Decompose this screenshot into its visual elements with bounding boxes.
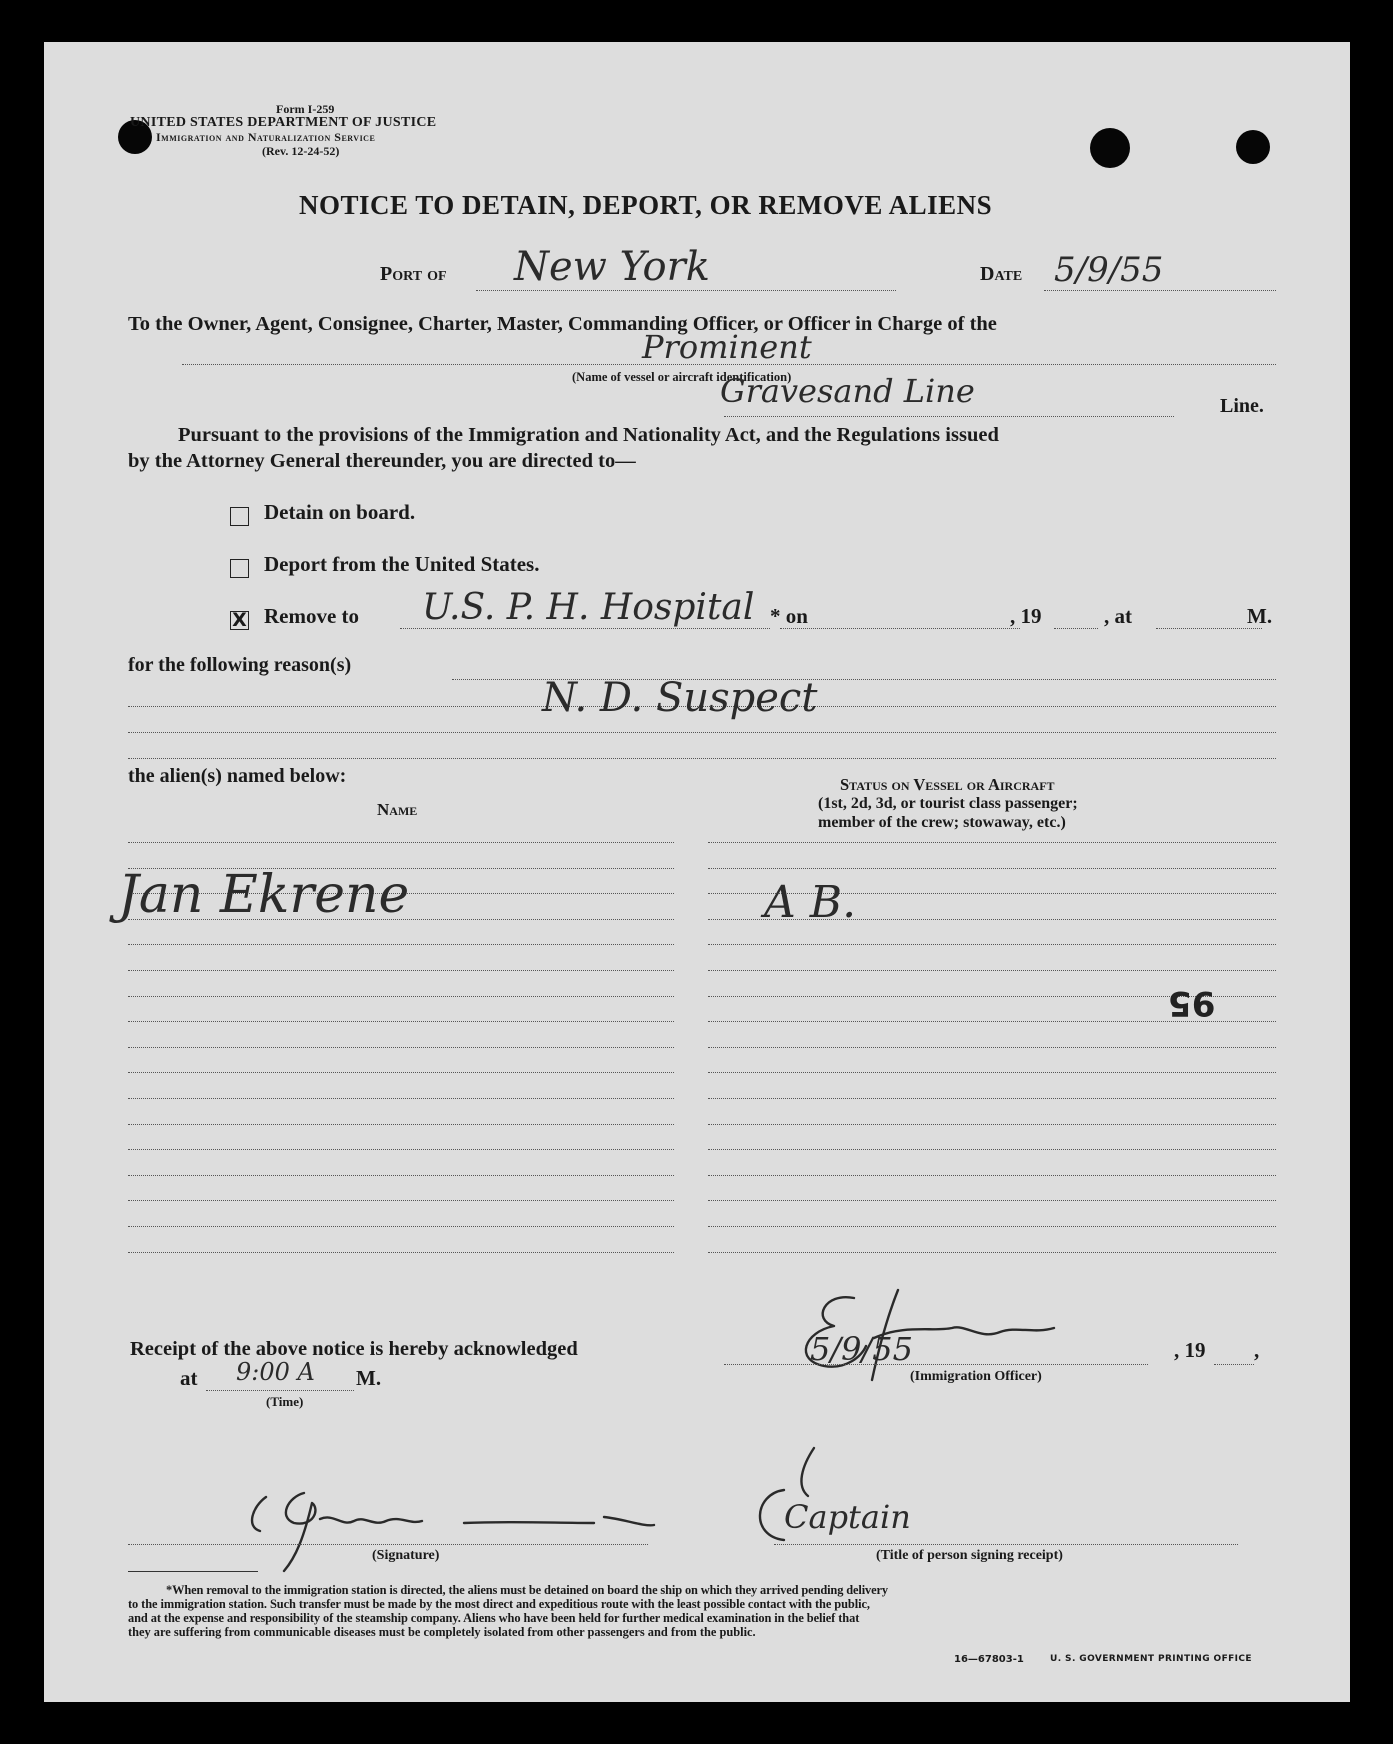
- addressee-text: To the Owner, Agent, Consignee, Charter, Master, Commanding Officer, or Officer in Charge of the: [128, 313, 997, 335]
- reason-value[interactable]: N. D. Suspect: [542, 675, 818, 721]
- footnote-line-3: and at the expense and responsibility of the steamship company. Aliens who have been held for further medical examination in the belief that: [128, 1611, 860, 1625]
- title-caption: (Title of person signing receipt): [876, 1548, 1063, 1563]
- status-row-line: [708, 1226, 1276, 1227]
- status-row-line: [708, 1072, 1276, 1073]
- remove-checkbox[interactable]: X: [230, 611, 249, 630]
- name-row-line: [128, 1200, 674, 1201]
- name-row-line: [128, 842, 674, 843]
- name-row-line: [128, 1047, 674, 1048]
- remove-label: Remove to: [264, 604, 360, 628]
- status-row-line: [708, 1098, 1276, 1099]
- receipt-time-line: [206, 1390, 354, 1391]
- aliens-intro: the alien(s) named below:: [128, 765, 347, 787]
- deport-checkbox[interactable]: [230, 559, 249, 578]
- document-title: NOTICE TO DETAIN, DEPORT, OR REMOVE ALIENS: [299, 190, 993, 220]
- receipt-date-value[interactable]: 5/9/55: [810, 1330, 913, 1368]
- receipt-year-line: [1214, 1364, 1254, 1365]
- status-row-line: [708, 1149, 1276, 1150]
- vessel-value[interactable]: Prominent: [642, 328, 812, 366]
- remove-destination-line: [400, 628, 770, 629]
- reason-line-3: [128, 732, 1276, 733]
- status-row-line: [708, 868, 1276, 869]
- receipt-year-suffix: ,: [1254, 1338, 1260, 1362]
- name-row-line: [128, 1098, 674, 1099]
- remove-year-label: , 19: [1010, 604, 1042, 628]
- status-column-sub1: (1st, 2d, 3d, or tourist class passenger;: [818, 795, 1078, 812]
- status-row-line: [708, 1200, 1276, 1201]
- form-revision: (Rev. 12-24-52): [262, 144, 340, 158]
- remove-on-label: * on: [770, 604, 808, 628]
- printer-code: 16—67803-1: [954, 1654, 1024, 1665]
- footnote-line-2: to the immigration station. Such transfer must be made by the most direct and expeditious route with the least possible contact with the public,: [128, 1597, 870, 1611]
- name-row-line: [128, 996, 674, 997]
- receipt-time-value[interactable]: 9:00 A: [236, 1358, 315, 1386]
- port-label: Port of: [380, 263, 447, 285]
- status-column-sub2: member of the crew; stowaway, etc.): [818, 814, 1066, 831]
- name-row-line: [128, 1226, 674, 1227]
- receipt-date-line: [724, 1364, 1148, 1365]
- reason-line-4: [128, 758, 1276, 759]
- footnote-line-4: they are suffering from communicable diseases must be completely isolated from other passengers and from the public.: [128, 1625, 756, 1639]
- officer-caption: (Immigration Officer): [910, 1369, 1042, 1384]
- alien-name[interactable]: Jan Ekrene: [118, 865, 410, 925]
- status-row-line: [708, 1047, 1276, 1048]
- port-field-line: [476, 290, 896, 291]
- date-label: Date: [980, 263, 1023, 285]
- form-number: Form I-259: [276, 102, 335, 116]
- status-column-header: Status on Vessel or Aircraft: [840, 775, 1055, 794]
- reason-label: for the following reason(s): [128, 654, 352, 676]
- title-line: [774, 1544, 1238, 1545]
- name-row-line: [128, 1175, 674, 1176]
- remove-m-label: M.: [1247, 604, 1273, 628]
- stamp-number: 95: [1168, 983, 1216, 1023]
- detain-checkbox[interactable]: [230, 507, 249, 526]
- name-row-line: [128, 1124, 674, 1125]
- name-row-line: [128, 1021, 674, 1022]
- line-label: Line.: [1220, 395, 1264, 417]
- agency-service: Immigration and Naturalization Service: [156, 130, 376, 144]
- name-row-line: [128, 1252, 674, 1253]
- receipt-text: Receipt of the above notice is hereby acknowledged: [130, 1338, 578, 1360]
- remove-year-line: [1054, 628, 1098, 629]
- port-value[interactable]: New York: [514, 244, 710, 290]
- line-field-line: [724, 416, 1174, 417]
- time-caption: (Time): [266, 1394, 304, 1409]
- remove-at-label: , at: [1104, 604, 1132, 628]
- footnote-rule: [128, 1571, 258, 1572]
- line-value[interactable]: Gravesand Line: [720, 372, 975, 410]
- name-row-line: [128, 944, 674, 945]
- remove-destination-value[interactable]: U.S. P. H. Hospital: [422, 587, 755, 628]
- status-row-line: [708, 1124, 1276, 1125]
- printer-office: U. S. GOVERNMENT PRINTING OFFICE: [1050, 1654, 1252, 1664]
- punch-hole-center: [1090, 128, 1130, 168]
- receipt-at-label: at: [180, 1366, 198, 1390]
- pursuant-line-2: by the Attorney General thereunder, you are directed to—: [128, 450, 636, 472]
- status-row-line: [708, 970, 1276, 971]
- name-row-line: [128, 1072, 674, 1073]
- date-value[interactable]: 5/9/55: [1054, 250, 1164, 290]
- name-column-header: Name: [377, 800, 418, 819]
- receipt-m-label: M.: [356, 1366, 382, 1390]
- receipt-year-label: , 19: [1174, 1338, 1206, 1362]
- status-row-line: [708, 944, 1276, 945]
- alien-status[interactable]: A B.: [764, 877, 857, 928]
- status-row-line: [708, 1175, 1276, 1176]
- remove-date-line: [780, 628, 1020, 629]
- punch-hole-right: [1236, 130, 1270, 164]
- vessel-caption: (Name of vessel or aircraft identification): [572, 370, 792, 384]
- deport-label: Deport from the United States.: [264, 552, 540, 576]
- name-row-line: [128, 970, 674, 971]
- receipt-title-value[interactable]: Captain: [784, 1498, 911, 1536]
- status-row-line: [708, 842, 1276, 843]
- pursuant-line-1: Pursuant to the provisions of the Immigration and Nationality Act, and the Regulations issued: [178, 424, 999, 446]
- status-row-line: [708, 1252, 1276, 1253]
- detain-label: Detain on board.: [264, 500, 416, 524]
- signature-line: [128, 1544, 648, 1545]
- form-page: [44, 42, 1350, 1702]
- agency-line: UNITED STATES DEPARTMENT OF JUSTICE: [130, 115, 437, 130]
- name-row-line: [128, 1149, 674, 1150]
- date-field-line: [1044, 290, 1276, 291]
- signature-caption: (Signature): [372, 1548, 440, 1563]
- footnote-line-1: *When removal to the immigration station is directed, the aliens must be detained on board the ship on which they arrived pending delivery: [166, 1583, 888, 1597]
